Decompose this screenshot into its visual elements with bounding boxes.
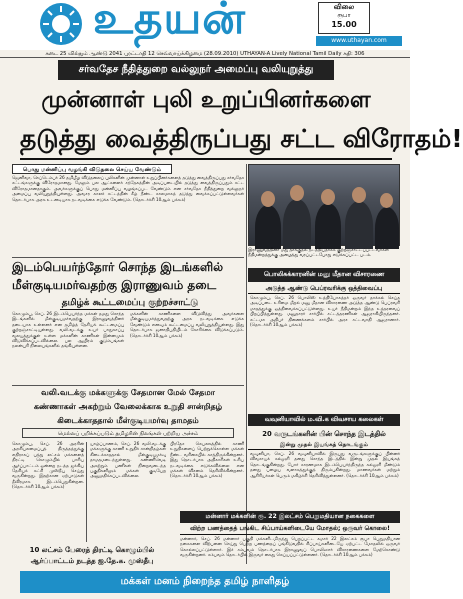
- sun-emblem-icon: [38, 1, 84, 47]
- story2-body-right: மக்களின் காணிகளை விடுவித்து அவர்களை மீள்குடியமர்த்துவதற்கு அரசு நடவடிக்கை எடுக்க வேண்டும் எனவும் கூட்டமைப்பு வலியுறுத்தியுள்ளது. இது தொடர்பாக ஜனாதிபதியிடம் கோரிக்கை விடுக்கப்படும். (தொடர்ச்சி 10ஆம் பக்கம்): [130, 312, 244, 339]
- story2-body-left: கொழும்பு, செப். 26 இடம்பெயர்ந்த மக்கள் தமது சொந்த இடங்களில் மீள்குடியமர்வதற்கு இராணுவத்தினர் தடையாக உள்ளனர் என தமிழ்த் தேசியக் கூட்டமைப்பு குற்றஞ்சாட்டியுள்ளது. வலி.வடக்கு உயர் பாதுகாப்பு வலயத்துக்குள் உள்ள மக்களின் காணிகள் இன்னமும் விடுவிக்கப்படவில்லை. பல ஆயிரம் குடும்பங்கள் நலன்புரி நிலையங்களில் தங்கியுள்ளன.: [12, 312, 124, 350]
- story4-body: கொழும்பு, செப். 26 அரசின் அரசியலமைப்புத் திருத்தத்துக்கு எதிராகப் பத்து லட்சம் மக்களைத் திரட்டி கொழும்பில் பாரிய ஆர்ப்பாட்டம் ஒன்றை நடத்த ஐக்கிய தேசியக் கட்சி முஸ்தீபு செய்து வருகின்றது. இதற்கான ஏற்பாடுகள் தீவிரமாக இடம்பெறுகின்றன. (தொடர்ச்சி 10ஆம் பக்கம்): [12, 442, 84, 491]
- story2-headline-1: இடம்பெயர்ந்தோர் சொந்த இடங்களில்: [12, 260, 224, 274]
- lead-headline-1: முன்னாள் புலி உறுப்பினர்களை: [41, 87, 371, 113]
- side2-body: வவுனியா, செப். 26 வவுனியாவில் இருபது வருடங்களுக்குப் பின்னர் விவசாயக் கல்லூரி தனது சொந்த இடத்தில் இன்று முதல் இயங்கத் தொடங்குகின்றது. போர் காரணமாக இடம்பெயர்ந்திருந்த கல்லூரி மீண்டும் தனது பழைய வளாகத்துக்குத் திரும்புகின்றது. மாணவர்கள் மற்றும் ஆசிரியர்கள் பெரும் மகிழ்ச்சி தெரிவித்துள்ளனர். (தொடர்ச்சி 10ஆம் பக்கம்): [250, 452, 400, 479]
- side2-headline-1: வவுனியாவில் ம.வி.க விவசாய கலைகள்: [248, 414, 400, 426]
- lead-body: ஜெனிவா, செப்டெம்பர் 26 தமிழீழ விடுதலைப் புலிகளின் முன்னாள் உறுப்பினர்களைத் தடுத்து வைத்திருப்பது சர்வதேச சட்டங்களுக்கு விரோதமானது. மேலும் பல ஆட்களைச் சந்தேகத்தின் அடிப்படையில் தடுத்து வைத்திருப்பதும் சட்ட விரோதமானதாகும். அவர்களுக்குப் பொது மன்னிப்பு வழங்கப்பட வேண்டும் என சர்வதேச நீதித்துறை வல்லுநர் அமைப்பு வலியுறுத்தியுள்ளது. அவசர காலச் சட்டத்தின் கீழ் நீண்ட காலமாகத் தடுத்து வைக்கப்பட்டுள்ளவர்கள் தொடர்பாக அரசு உடனடியாக நடவடிக்கை எடுக்க வேண்டும். (தொடர்ச்சி 10ஆம் பக்கம்): [12, 176, 244, 203]
- side1-body: கொழும்பு, செப். 26 பொலிஸ் உத்தியோகத்தர் ஒருவர் தாக்கல் செய்த அடிப்படை உரிமை மீறல் மனு மீதான விசாரணை அடுத்த ஆண்டு பெப்ரவரி மாதத்துக்கு ஒத்திவைக்கப்பட்டுள்ளது. உயர் நீதிமன்றம் இந்த உத்தரவைப் பிறப்பித்துள்ளது. மனுதாரர் சார்பில் சட்டத்தரணிகள் ஆஜராகியிருந்தனர். சட்டமா அதிபர் திணைக்களம் சார்பில் அரச சட்டவாதி ஆஜரானார். (தொடர்ச்சி 10ஆம் பக்கம்): [250, 296, 400, 329]
- lead-subhead: பொது மன்னிப்பு வழங்கி விடுதலை செய்ய வேண்டும்: [12, 164, 172, 174]
- lead-headline-2: தடுத்து வைத்திருப்பது சட்ட விரோதம்!: [20, 118, 392, 160]
- side2-headline-2: 20 வருடங்களின் பின் சொந்த இடத்தில்: [262, 430, 386, 438]
- story3-headline-2: கண்ணாகள் அகற்றும் வேலைக்காக உறுதி சான்றிதழ்: [33, 402, 223, 411]
- footer-slogan: மக்கள் மனம் நிறைந்த தமிழ் நாளிதழ்: [20, 571, 390, 593]
- price-box: [318, 2, 370, 34]
- masthead: [0, 0, 410, 50]
- story5-body: மன்னார், செப். 26 மன்னார் பகுதி மக்களிடமிருந்து பெறப்பட்ட சுமார் 22 இலட்சம் ரூபா பெறுமதியான நகைகளை விற்பனை செய்து பெற்ற பணத்தைப் பங்கிடுவதில் சிப்பாய்களிடையே ஏற்பட்ட மோதலில் ஒருவர் கொல்லப்பட்டுள்ளார். இச் சம்பவம் தொடர்பாக இராணுவப் பொலிஸார் விசாரணைகளை மேற்கொண்டு வருகின்றனர். சம்பவம் தொடர்பில் இருவர் கைது செய்யப்பட்டுள்ளனர். (தொடர்ச்சி 10ஆம் பக்கம்): [180, 537, 400, 559]
- story3-quote: மெல்லப் பறிக்கப்படும் தமிழரின் நிலங்கள் பற்றிய அச்சம்: [22, 428, 234, 438]
- story4-headline-1: 10 லட்சம் பேரைத் திரட்டி கொழும்பில்: [29, 546, 155, 554]
- side2-headline-3: இன்று முதல் இயங்கத் தொடங்கும்: [248, 440, 400, 450]
- story3-headline-3: கிடைக்காததால் மீள்குடியமர்வு தாமதம்: [57, 416, 199, 425]
- price-value: 15.00: [331, 20, 357, 29]
- price-currency: ரூபா: [337, 12, 351, 19]
- story2-subhead: தமிழ்க் கூட்டமைப்பு குற்றச்சாட்டு: [61, 298, 199, 308]
- photo-caption: இராணுவத்தினர் மீது தாக்குதல் நடத்தியதாகக் குற்றஞ்சாட்டப்பட்டவர்கள் நீதிமன்றத்துக்கு அழைத்து வரப்பட்டபோது எடுக்கப்பட்ட படம்.: [248, 248, 389, 259]
- story5-headline-1: மன்னார் மக்களின் ரூ. 22 இலட்சம் பெறுமதியான நகைகளை: [180, 511, 400, 523]
- price-label: விலை: [333, 3, 355, 11]
- masthead-title: உதயன்: [93, 0, 246, 44]
- side1-headline-2: அடுத்த ஆண்டு பெப்ரவரிக்கு ஒத்திவைப்பு: [248, 283, 400, 294]
- story5-headline-2: விற்ற பணத்தைத் பங்கிட சிப்பாய்களிடையே மோதல்; ஒருவர் கொலை!: [180, 523, 400, 535]
- story3-headline-1: வலி.வடக்கு மக்களுக்கு சேதமான மேல் சேதமா: [41, 388, 215, 397]
- dateline: கடை 25 வில்தும் ஆண்டு 2041 புரட்டாதி 12 செவ்வாய்க்கிழமை (28.09.2010) UTHAYAN-A Lively National Tamil Daily கதி: 306: [0, 50, 410, 58]
- news-photo: [248, 164, 400, 246]
- website-banner: www.uthayan.com: [316, 36, 402, 46]
- story3-body-right: பிரதேச செயலகத்தில் காணி உறுதிகளைப் பெற்றுக்கொள்ள மக்கள் நீண்ட வரிசையில் காத்திருக்கின்றனர். இது தொடர்பாக அதிகாரிகள் உரிய நடவடிக்கை எடுக்கவில்லை என மக்கள் விசனம் தெரிவிக்கின்றனர். (தொடர்ச்சி 10ஆம் பக்கம்): [170, 442, 244, 480]
- lead-kicker: சர்வதேச நீதித்துறை வல்லுநர் அமைப்பு வலியுறுத்து: [58, 60, 334, 80]
- story2-headline-2: மீள்குடியமர்வதற்கு இராணுவம் தடை: [12, 278, 217, 292]
- story3-body-left: யாழ்ப்பாணம், செப். 26 வலி.வடக்கு மக்களுக்கு காணி உறுதிச் சான்றிதழ்கள் கிடைக்காததால் மீள்குடியமர்வு தாமதமடைந்துள்ளது. கண்ணிவெடி அகற்றும் பணிகள் நிறைவடைந்த பகுதிகளிலும் மக்கள் குடியேற அனுமதிக்கப்படவில்லை.: [90, 442, 166, 480]
- side1-headline-1: பொலிசுக்காரனின் மனு மீதான விசாரணை: [248, 268, 400, 282]
- story4-headline-2: ஆர்ப்பாட்டம் நடத்த ஐ.தே.க. முஸ்தீபு: [30, 557, 154, 565]
